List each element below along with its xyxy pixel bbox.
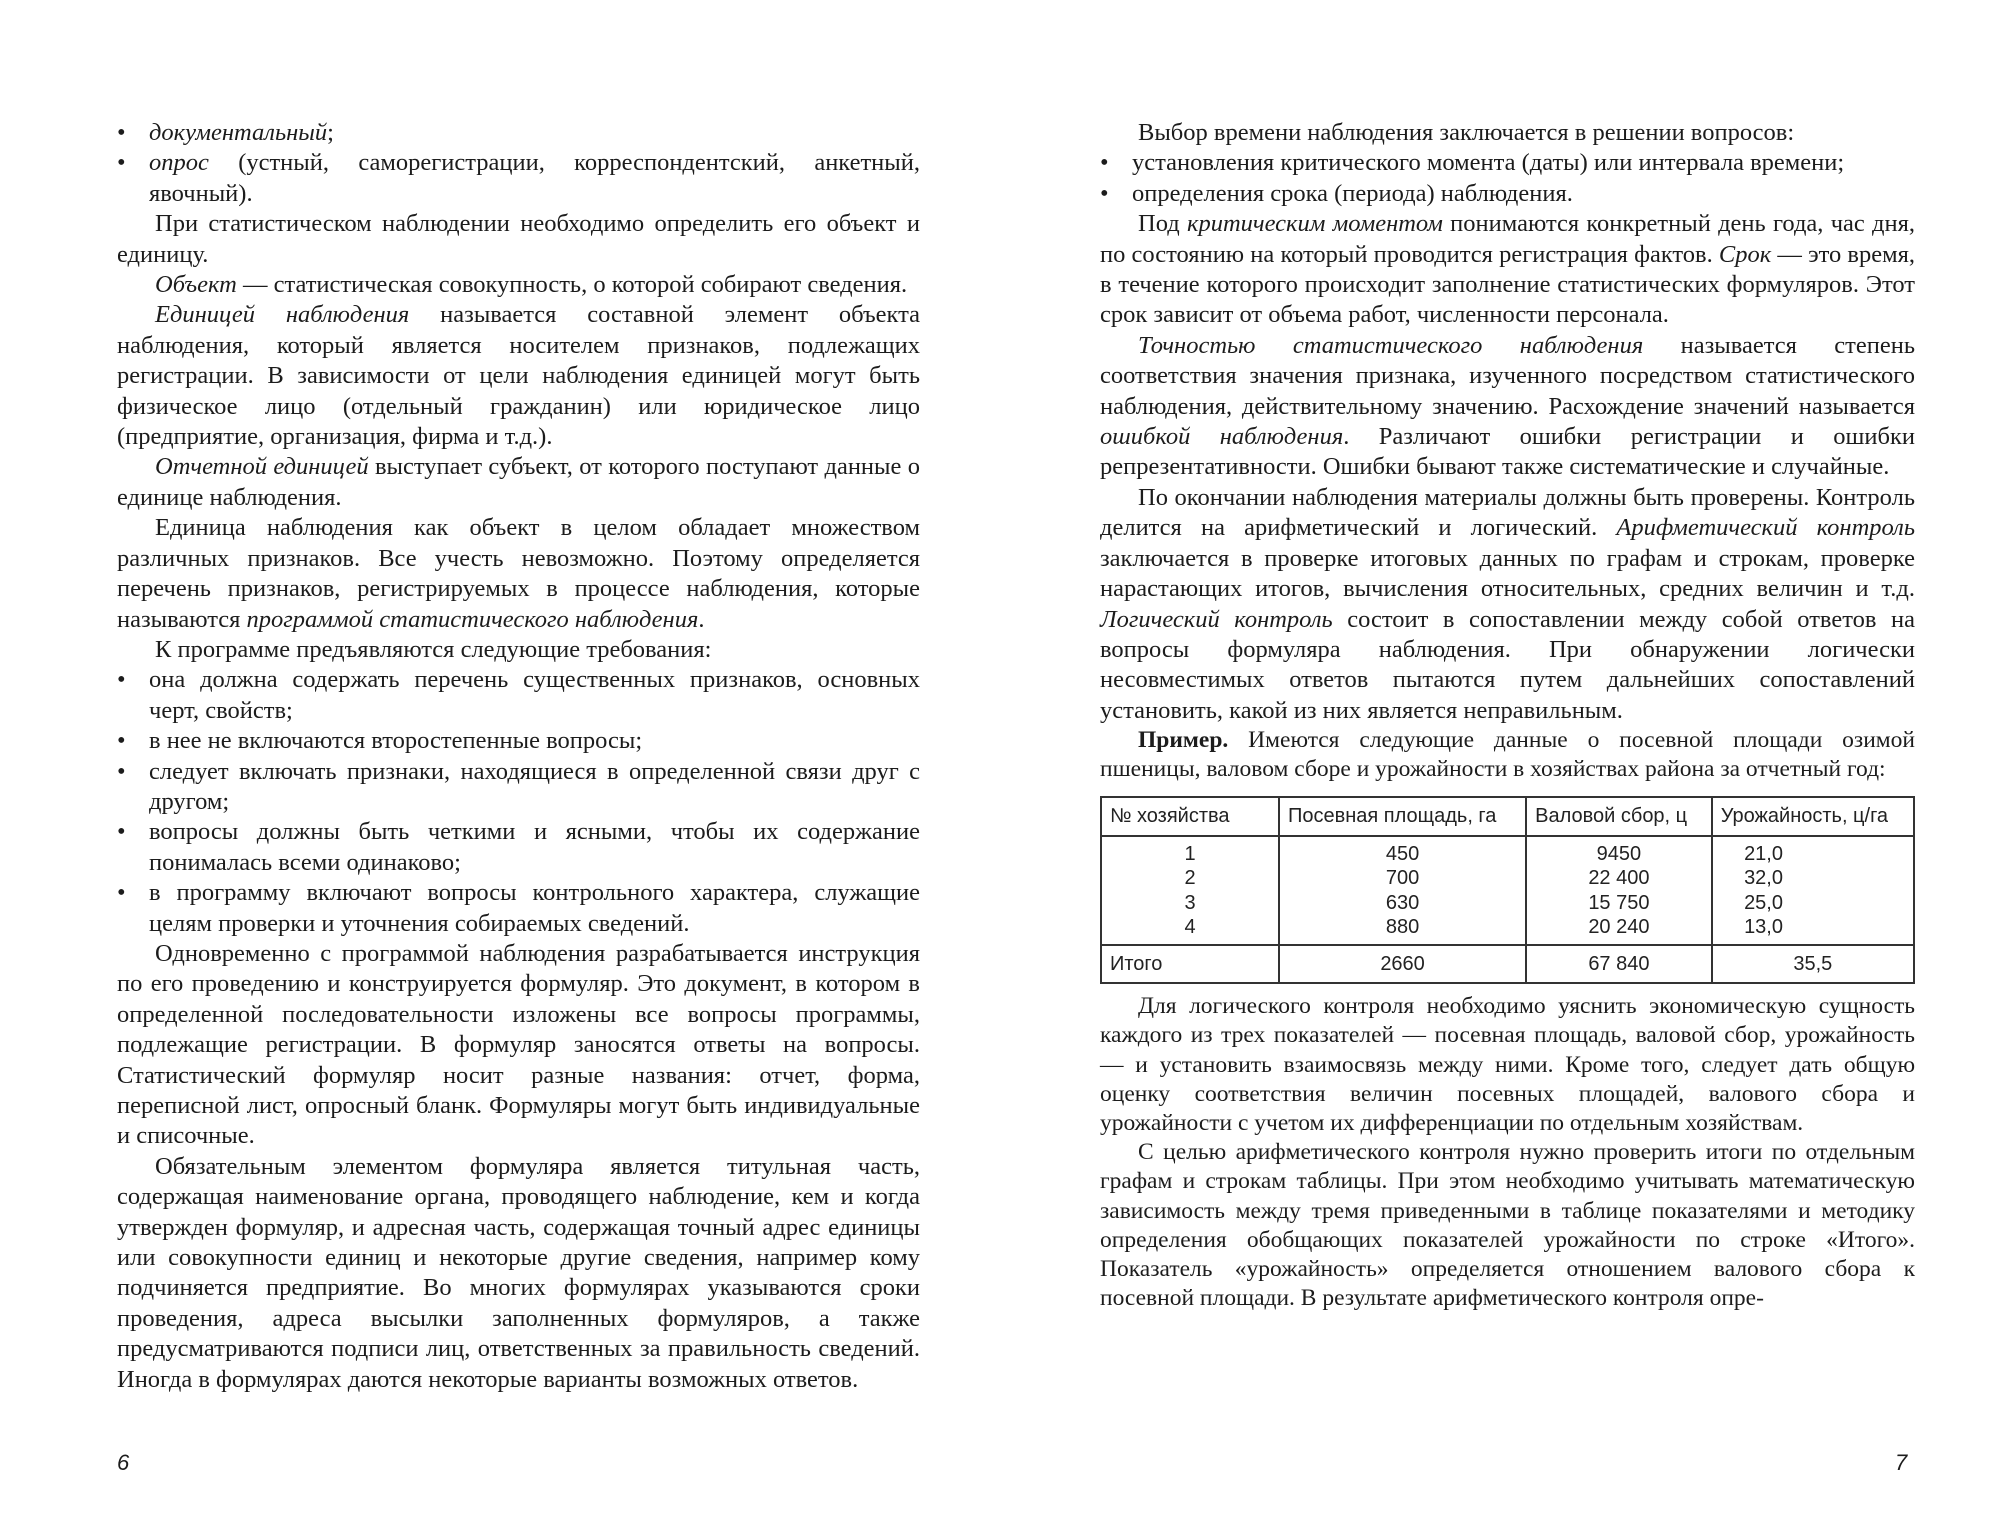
list-item: • документальный; <box>117 118 920 148</box>
table-header-row <box>1101 797 1914 836</box>
paragraph: К программе предъявляются следующие требования: <box>155 635 712 663</box>
time-questions-list <box>1100 148 1915 209</box>
column-header: Валовой сбор, ц <box>1526 797 1712 836</box>
paragraph-control: По окончании наблюдения материалы должны быть проверены. Контроль делится на арифметический и логический. Арифметический контроль заключается в проверке итоговых данных по графам и строкам, проверке нарастающих итогов, вычисления относительных, средних величин и т.д. Логический контроль состоит в сопоставлении между собой ответов на вопросы формуляра наблюдения. При обнаружении логически несовместимых ответов пытаются путем дальнейших сопоставлений установить, какой из них является неправильным. <box>1100 483 1915 724</box>
paragraph: С целью арифметического контроля нужно проверить итоги по отдельным графам и строкам таблицы. При этом необходимо учитывать математическую зависимость между тремя приведенными в таблице показателями и методику определения обобщающих показателей урожайности по строке «Итого». Показатель «урожайность» определяется отношением валового сбора к посевной площади. В результате арифметического контроля опре- <box>1100 1139 1915 1312</box>
paragraph: При статистическом наблюдении необходимо определить его объект и единицу. <box>117 210 920 268</box>
list-item: • вопросы должны быть четкими и ясными, чтобы их содержание понималась всеми одинаково; <box>117 817 920 878</box>
table-cell: 20 240 <box>1526 915 1712 945</box>
right-page <box>1000 0 2000 1528</box>
paragraph-critical-moment: Под критическим моментом понимаются конкретный день года, час дня, по состоянию на который проводится регистрация фактов. Срок — это время, в течение которого происходит заполнение статистических формуляров. Этот срок зависит от объема работ, численности персонала. <box>1100 210 1916 329</box>
list-item: • она должна содержать перечень существенных признаков, основных черт, свойств; <box>117 665 920 726</box>
paragraph: Обязательным элементом формуляра является титульная часть, содержащая наименование органа, проводящего наблюдение, кем и когда утвержден формуляр, и адресная часть, содержащая точный адрес единицы или совокупности единиц и некоторые другие сведения, например кому подчиняется предприятие. Во многих формулярах указываются сроки проведения, адреса высылки заполненных формуляров, а также предусматриваются подписи лиц, ответственных за правильность сведений. Иногда в формулярах даются некоторые варианты возможных ответов. <box>117 1152 920 1393</box>
page-number: 7 <box>1895 1450 1908 1475</box>
paragraph-unit: Единицей наблюдения называется составной элемент объекта наблюдения, который является носителем признаков, подлежащих регистрации. В зависимости от цели наблюдения единицей могут быть физическое лицо (отдельный гражданин) или юридическое лицо (предприятие, организация, фирма и т.д.). <box>117 301 920 451</box>
table-cell: 880 <box>1279 915 1526 945</box>
list-item: • в нее не включаются второстепенные вопросы; <box>117 726 920 756</box>
example-label: Пример. <box>1138 727 1229 754</box>
table-cell: 1 <box>1101 836 1279 867</box>
farm-data-table <box>1100 796 1915 984</box>
table-cell: 22 400 <box>1526 866 1712 891</box>
table-row <box>1101 866 1914 891</box>
left-column <box>117 118 920 1395</box>
table-cell: Итого <box>1101 945 1279 984</box>
table-cell: 9450 <box>1526 836 1712 867</box>
list-item: • установления критического момента (даты) или интервала времени; <box>1100 148 1915 178</box>
table-cell: 32,0 <box>1712 866 1914 891</box>
list-item: • определения срока (периода) наблюдения. <box>1100 179 1915 209</box>
column-header: Урожайность, ц/га <box>1712 797 1914 836</box>
column-header: № хозяйства <box>1101 797 1279 836</box>
right-column <box>1100 118 1915 1313</box>
table-cell: 3 <box>1101 891 1279 916</box>
table-cell: 700 <box>1279 866 1526 891</box>
list-item: • следует включать признаки, находящиеся в определенной связи друг с другом; <box>117 757 920 818</box>
data-table-wrap <box>1100 796 1915 984</box>
table-row <box>1101 836 1914 867</box>
paragraph-reporting-unit: Отчетной единицей выступает субъект, от которого поступают данные о единице наблюдения. <box>117 453 920 511</box>
paragraph-object: Объект — статистическая совокупность, о которой собирают сведения. <box>155 271 908 299</box>
table-cell: 13,0 <box>1712 915 1914 945</box>
table-cell: 450 <box>1279 836 1526 867</box>
observation-methods-list <box>117 118 920 209</box>
list-item: • в программу включают вопросы контрольного характера, служащие целям проверки и уточнения собираемых сведений. <box>117 878 920 939</box>
table-total-row <box>1101 945 1914 984</box>
page-number: 6 <box>117 1450 130 1475</box>
table-cell: 35,5 <box>1712 945 1914 984</box>
table-row <box>1101 915 1914 945</box>
table-cell: 4 <box>1101 915 1279 945</box>
table-cell: 15 750 <box>1526 891 1712 916</box>
column-header: Посевная площадь, га <box>1279 797 1526 836</box>
paragraph: Одновременно с программой наблюдения разрабатывается инструкция по его проведению и конструируется формуляр. Это документ, в котором в определенной последовательности изложены все вопросы программы, подлежащие регистрации. В формуляр заносятся ответы на вопросы. Статистический формуляр носит разные названия: отчет, форма, переписной лист, опросный бланк. Формуляры могут быть индивидуальные и списочные. <box>117 939 920 1150</box>
paragraph-accuracy: Точностью статистического наблюдения называется степень соответствия значения признака, изученного посредством статистического наблюдения, действительному значению. Расхождение значений называется ошибкой наблюдения. Различают ошибки регистрации и ошибки репрезентативности. Ошибки бывают также систематические и случайные. <box>1100 331 1916 481</box>
table-cell: 2 <box>1101 866 1279 891</box>
paragraph: Для логического контроля необходимо уяснить экономическую сущность каждого из трех показателей — посевная площадь, валовой сбор, урожайность — и установить взаимосвязь между ними. Кроме того, следует дать общую оценку соответствия величин посевных площадей, валового сбора и урожайности с учетом их дифференциации по отдельным хозяйствам. <box>1100 993 1915 1136</box>
table-cell: 630 <box>1279 891 1526 916</box>
requirements-list <box>117 665 920 939</box>
table-cell: 67 840 <box>1526 945 1712 984</box>
table-cell: 25,0 <box>1712 891 1914 916</box>
table-cell: 2660 <box>1279 945 1526 984</box>
example-paragraph: Пример. Имеются следующие данные о посевной площади озимой пшеницы, валовом сборе и урожайности в хозяйствах района за отчетный год: <box>1100 727 1915 783</box>
paragraph-program: Единица наблюдения как объект в целом обладает множеством различных признаков. Все учесть невозможно. Поэтому определяется перечень признаков, регистрируемых в процессе наблюдения, которые называются программой статистического наблюдения. <box>117 514 920 633</box>
table-cell: 21,0 <box>1712 836 1914 867</box>
table-row <box>1101 891 1914 916</box>
paragraph: Выбор времени наблюдения заключается в решении вопросов: <box>1138 119 1795 146</box>
list-item: • опрос (устный, саморегистрации, корреспондентский, анкетный, явочный). <box>117 148 920 209</box>
